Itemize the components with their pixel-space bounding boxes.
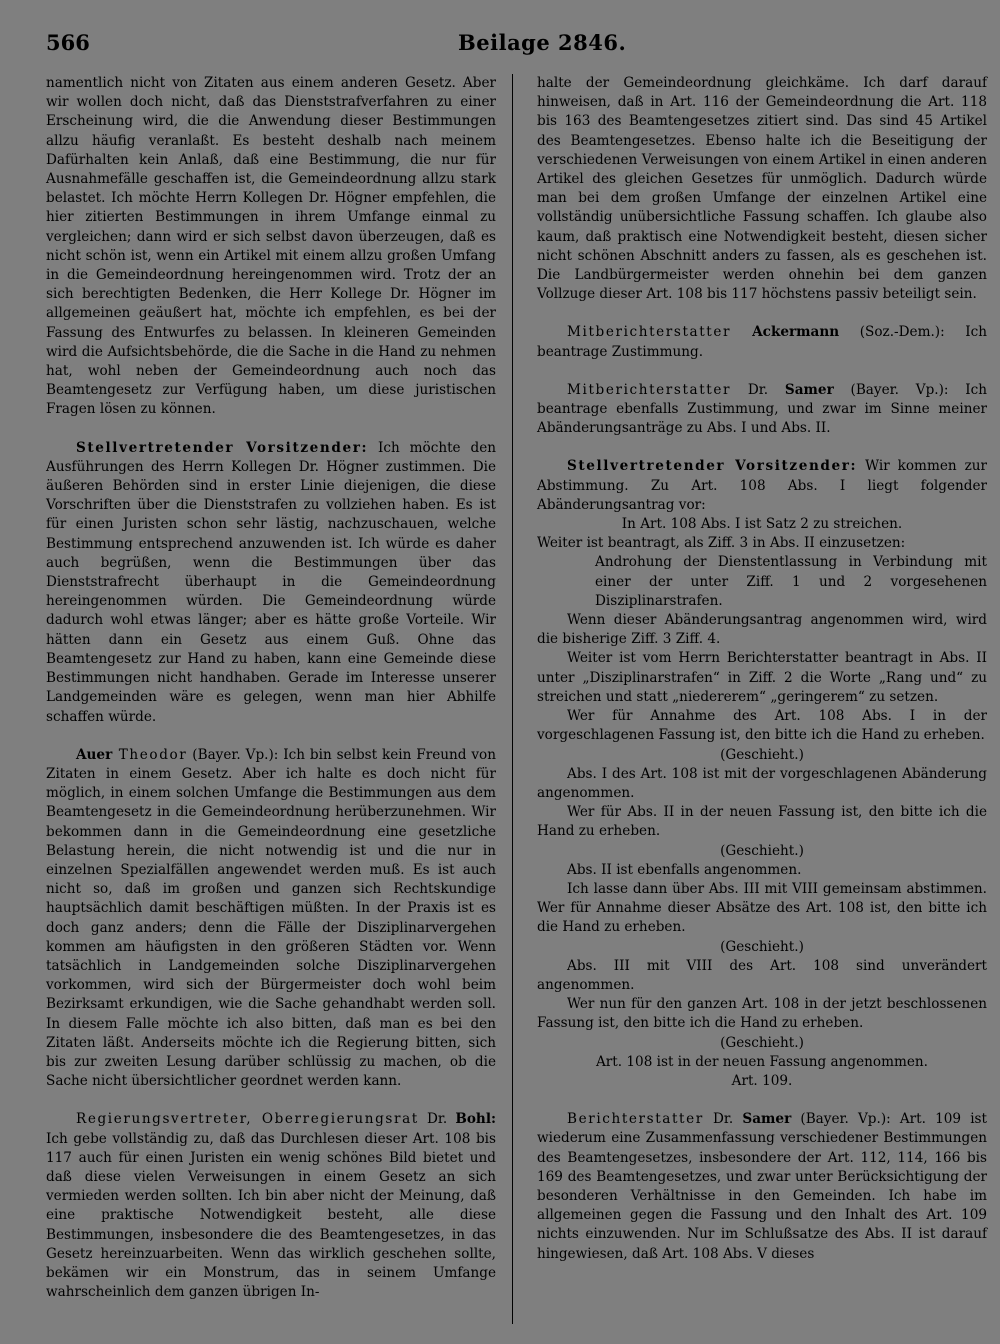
speaker-name: Samer [784, 381, 834, 398]
page-title: Beilage 2846. [458, 30, 627, 55]
paragraph [537, 381, 987, 439]
paragraph: Ich lasse dann über Abs. III mit VIII gemeinsam abstimmen. Wer für Annahme dieser Absätze des Art. 108 ist, den bitte ich die Hand zu erheben. [537, 880, 987, 936]
paragraph [537, 1110, 987, 1264]
paragraph: Wenn dieser Abänderungsantrag angenommen wird, wird die bisherige Ziff. 3 Ziff. 4. [537, 612, 987, 648]
speech-text: Ich möchte den Ausführungen des Herrn Kollegen Dr. Högner zustimmen. Die äußeren Behörden sind in erster Linie diejenigen, die diese Vorschriften über die Dienststrafen zu vollziehen haben. Es ist für einen Juristen schon sehr lästig, nachzuschauen, welche Bestimmung entsprechend anzuwenden ist. Ich würde es daher auch begrüßen, wenn die Bestimmungen über das Dienststrafrecht überhaupt in die Gemeindeordnung hereingenommen würden. Die Gemeindeordnung würde dadurch wohl etwas länger; aber es hätte große Vorteile. Wir hätten dann ein Gesetz aus einem Guß. Ohne das Beamtengesetz zur Hand zu haben, kann eine Gemeinde diese Bestimmungen nicht handhaben. Gerade im Interesse unserer Landgemeinden wäre es gelegen, wenn man hier Abhilfe schaffen würde. [46, 439, 497, 725]
paragraph: Wer für Annahme des Art. 108 Abs. I in der vorgeschlagenen Fassung ist, den bitte ich die Hand zu erheben. [537, 708, 987, 744]
paragraph [46, 746, 496, 1092]
article-heading: Art. 109. [731, 1072, 793, 1089]
speech-text: (Soz.-Dem.): Ich beantrage Zustimmung. [537, 324, 987, 360]
speaker-name: Samer [742, 1111, 792, 1128]
speech-text: (Bayer. Vp.): Ich beantrage ebenfalls Zustimmung, und zwar im Sinne meiner Abänderungsanträge zu Abs. I und Abs. II. [537, 381, 987, 437]
speaker-role: Mitberichterstatter [567, 324, 732, 341]
paragraph: halte der Gemeindeordnung gleichkäme. Ich darf darauf hinweisen, daß in Art. 116 der Gemeindeordnung die Art. 118 bis 163 des Beamtengesetzes zitiert sind. Das sind 45 Artikel des Beamtengesetzes. Ebenso halte ich die Beseitigung der verschiedenen Verweisungen von einem Artikel in einen anderen Artikel des gleichen Gesetzes für unmöglich. Dadurch würde man bei dem großen Umfange der einzelnen Artikel eine vollständig unübersichtliche Fassung schaffen. Ich glaube also kaum, daß praktisch eine Notwendigkeit besteht, diesen sicher nicht schönen Abschnitt anders zu fassen, als es geschehen ist. Die Landbürgermeister werden ohnehin bei dem ganzen Vollzuge dieser Art. 108 bis 117 höchstens passiv beteiligt sein. [537, 75, 987, 303]
paragraph [46, 439, 496, 727]
speaker-title: Dr. [427, 1111, 456, 1128]
column-divider [512, 74, 513, 1324]
stage-direction: (Geschieht.) [720, 938, 804, 955]
speaker-name: Stellvertretender Vorsitzender: [567, 458, 858, 475]
speech-text: (Bayer. Vp.): Art. 109 ist wiederum eine Zusammenfassung verschiedener Bestimmungen des Beamtengesetzes, insbesondere der Art. 112, 114, 166 bis 169 des Beamtengesetzes, und zwar unter Berücksichtigung der besonderen Verhältnisse in den Gemeinden. Ich habe im allgemeinen gegen die Fassung und den Inhalt des Art. 109 nichts einzuwenden. Nur im Schlußsatze des Abs. II ist darauf hingewiesen, daß Art. 108 Abs. V dieses [537, 1111, 987, 1262]
speaker-name: Ackermann [731, 324, 840, 341]
speech-text: Ich gebe vollständig zu, daß das Durchlesen dieser Art. 108 bis 117 auch für einen Juristen ein wenig schönes Bild bietet und daß diese vielen Verweisungen in einem Gesetz an sich vermieden werden sollten. Ich bin aber nicht der Meinung, daß eine praktische Notwendigkeit besteht, alle diese Bestimmungen, insbesondere die des Beamtengesetzes, in das Gesetz hereinzuarbeiten. Wenn das wirklich geschehen sollte, bekämen wir ein Monstrum, das in seinem Umfange wahrscheinlich dem ganzen übrigen In- [46, 1130, 496, 1301]
speaker-name: Stellvertretender Vorsitzender: [76, 439, 369, 456]
right-column [537, 74, 987, 1264]
motion-text: In Art. 108 Abs. I ist Satz 2 zu streichen. [621, 516, 903, 533]
paragraph: Abs. I des Art. 108 ist mit der vorgeschlagenen Abänderung angenommen. [537, 765, 987, 801]
paragraph [46, 1110, 496, 1302]
paragraph [537, 457, 987, 515]
speech-text: (Bayer. Vp.): Ich bin selbst kein Freund von Zitaten in einem Gesetz. Aber ich halte es doch nicht für möglich, in einem solchen Umfange die Bestimmungen aus dem Beamtengesetz in die Gemeindeordnung herüberzunehmen. Wir bekommen dann in die Gemeindeordnung eine gesetzliche Belastung herein, die nicht notwendig ist und die nur in einzelnen Spezialfällen angewendet werden muß. Es ist auch nicht so, daß im großen und ganzen sich Rechtskundige hauptsächlich damit beschäftigen müßten. In der Praxis ist es doch ganz anders; denn die Fälle der Disziplinarvergehen kommen am häufigsten in den größeren Städten vor. Wenn tatsächlich in Landgemeinden solche Disziplinarvergehen vorkommen, wird sich der Bürgermeister doch wohl beim Bezirksamt erkundigen, wie die Sache gehandhabt werden soll. In diesem Falle möchte ich also bitten, daß man es bei den Zitaten läßt. Anderseits möchte ich die Regierung bitten, sich bis zur zweiten Lesung darüber schlüssig zu machen, ob die Sache nicht übersichtlicher geordnet werden kann. [46, 746, 496, 1090]
speaker-firstname: Theodor [112, 746, 188, 763]
stage-direction: (Geschieht.) [720, 1034, 804, 1051]
motion-text: Androhung der Dienstentlassung in Verbindung mit einer der unter Ziff. 1 und 2 vorgesehenen Disziplinarstrafen. [595, 554, 987, 609]
paragraph: Art. 108 ist in der neuen Fassung angenommen. [595, 1053, 928, 1070]
paragraph: Abs. III mit VIII des Art. 108 sind unverändert angenommen. [537, 957, 987, 993]
speaker-role: Berichterstatter [567, 1111, 704, 1128]
speaker-role: Regierungsvertreter, Oberregierungsrat [76, 1111, 419, 1128]
paragraph: namentlich nicht von Zitaten aus einem anderen Gesetz. Aber wir wollen doch nicht, daß das Dienststrafverfahren zu einer Erscheinung wird, die die Anwendung dieser Bestimmungen allzu häufig veranlaßt. Es besteht deshalb nach meinem Dafürhalten kein Anlaß, daß eine Bestimmung, die nur für Ausnahmefälle geschaffen ist, die Gemeindeordnung allzu stark belastet. Ich möchte Herrn Kollegen Dr. Högner empfehlen, die hier zitierten Bestimmungen in ihrem Umfange einmal zu vergleichen; dann wird er sich selbst davon überzeugen, daß es nicht schön ist, wenn ein Artikel mit einem allzu großen Umfang in die Gemeindeordnung hereingenommen wird. Trotz der an sich berechtigten Bedenken, die Herr Kollege Dr. Högner im allgemeinen geäußert hat, möchte ich empfehlen, es bei der Fassung des Entwurfes zu belassen. In kleineren Gemeinden wird die Aufsichtsbehörde, die die Sache in die Hand zu nehmen hat, wohl neben der Gemeindeordnung auch noch das Beamtengesetz zur Verfügung haben, um diese juristischen Fragen lösen zu können. [46, 75, 496, 418]
paragraph: Weiter ist vom Herrn Berichterstatter beantragt in Abs. II unter „Disziplinarstrafen“ in Ziff. 2 die Worte „Rang und“ zu streichen und statt „niedererem“ „geringerem“ zu setzen. [537, 650, 987, 705]
stage-direction: (Geschieht.) [720, 746, 804, 763]
left-column [46, 74, 496, 1302]
speaker-name: Bohl: [455, 1111, 496, 1128]
page-number: 566 [46, 30, 90, 55]
speaker-name: Auer [76, 746, 113, 763]
speech-text: Wir kommen zur Abstimmung. Zu Art. 108 Abs. I liegt folgender Abänderungsantrag vor: [537, 458, 987, 513]
stage-direction: (Geschieht.) [720, 842, 804, 859]
speaker-role: Mitberichterstatter [567, 381, 732, 398]
paragraph: Wer nun für den ganzen Art. 108 in der jetzt beschlossenen Fassung ist, den bitte ich die Hand zu erheben. [537, 996, 987, 1032]
paragraph: Wer für Abs. II in der neuen Fassung ist, den bitte ich die Hand zu erheben. [537, 804, 987, 840]
speaker-title: Dr. [731, 381, 785, 398]
speaker-title: Dr. [703, 1111, 743, 1128]
paragraph [537, 323, 987, 361]
paragraph: Weiter ist beantragt, als Ziff. 3 in Abs. II einzusetzen: [537, 535, 906, 552]
page-header [44, 22, 960, 62]
paragraph: Abs. II ist ebenfalls angenommen. [567, 861, 802, 878]
